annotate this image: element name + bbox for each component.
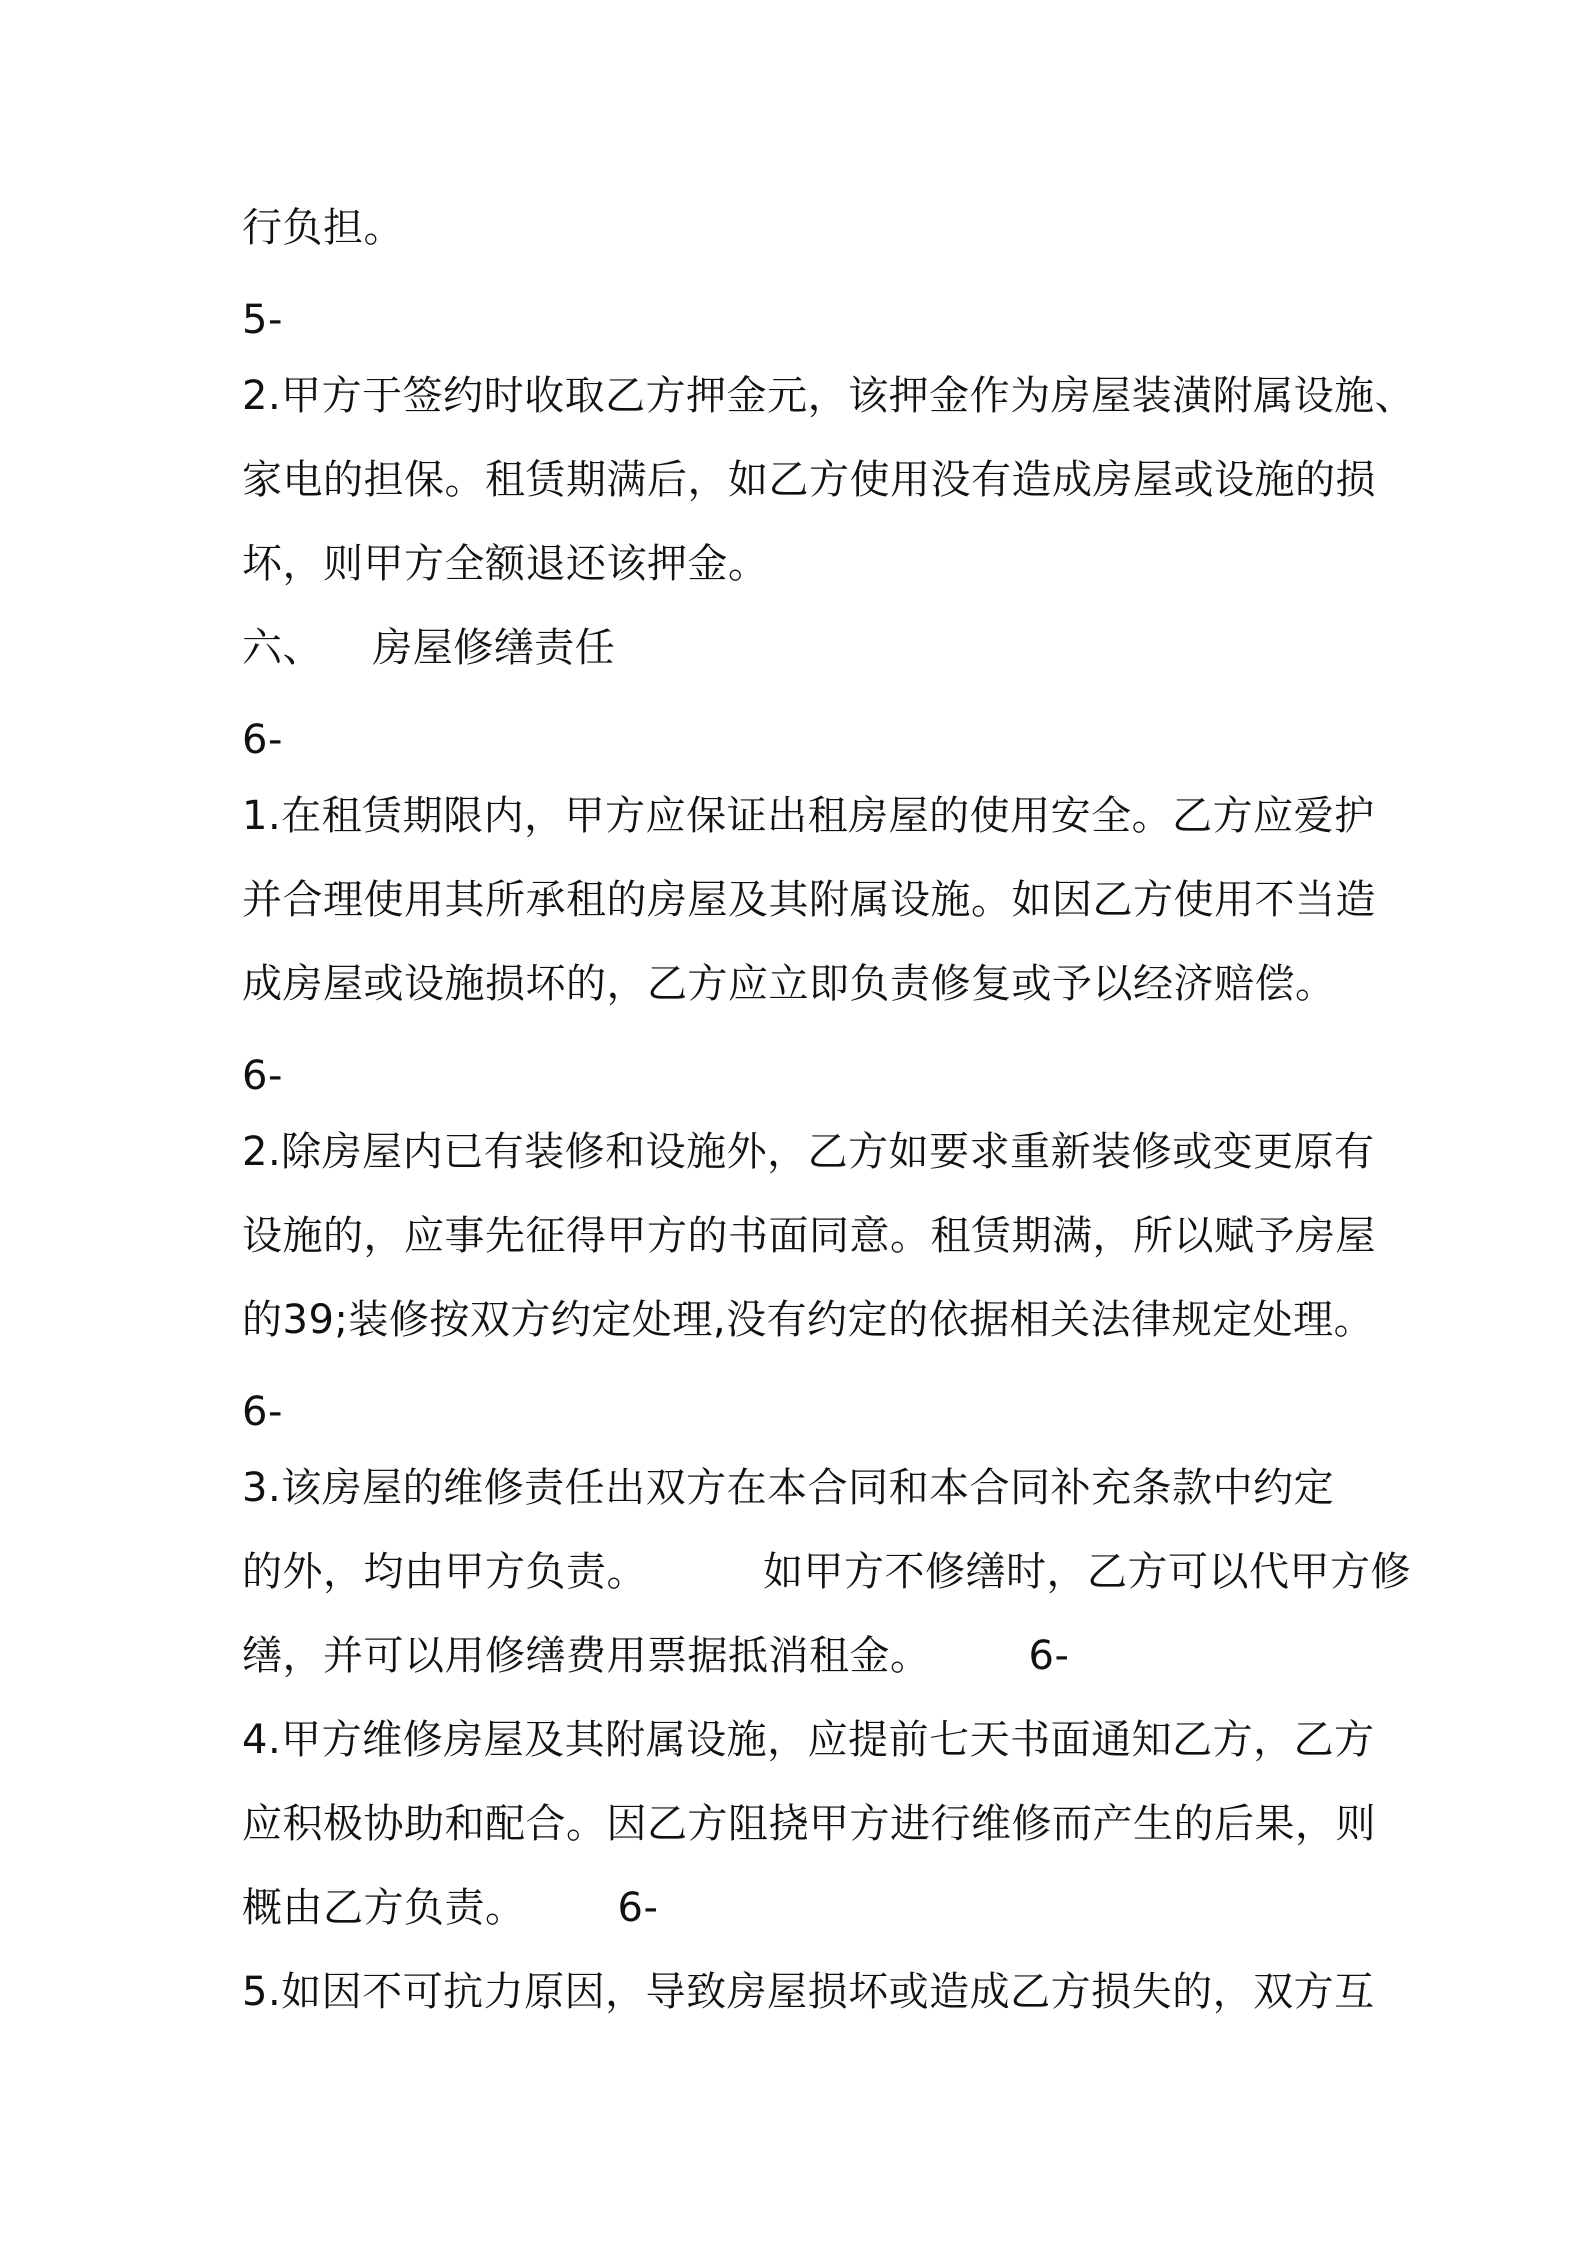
text-segment: 的外，均由甲方负责。	[242, 1549, 647, 1595]
text-segment: 2.甲方于签约时收取乙方押金元，该押金作为房屋装潢附属设施、	[242, 373, 1416, 419]
section-number: 6-	[1028, 1633, 1070, 1679]
text-line	[242, 1464, 1334, 1512]
text-line	[242, 372, 1415, 420]
text-line	[242, 960, 1336, 1008]
text-segment: 行负担。	[242, 205, 404, 251]
section-number	[242, 296, 283, 344]
text-segment: 1.在租赁期限内，甲方应保证出租房屋的使用安全。乙方应爱护	[242, 793, 1375, 839]
text-line	[242, 456, 1376, 504]
text-segment: 家电的担保。租赁期满后，如乙方使用没有造成房屋或设施的损	[242, 457, 1376, 503]
text-line	[242, 1884, 658, 1932]
section-number: 6-	[617, 1885, 659, 1931]
text-segment: 六、 房屋修缮责任	[242, 625, 616, 671]
text-line	[242, 876, 1376, 924]
text-line	[242, 1128, 1375, 1176]
text-segment: 缮，并可以用修缮费用票据抵消租金。	[242, 1633, 931, 1679]
text-line	[242, 1716, 1375, 1764]
text-line	[242, 1800, 1376, 1848]
text-line	[242, 1632, 1069, 1680]
text-segment: 并合理使用其所承租的房屋及其附属设施。如因乙方使用不当造	[242, 877, 1376, 923]
text-line	[242, 1968, 1375, 2016]
text-line	[242, 540, 769, 588]
text-segment: 6-	[242, 717, 283, 763]
text-segment: 6-	[242, 1389, 283, 1435]
text-segment: 概由乙方负责。	[242, 1885, 526, 1931]
text-segment: 5.如因不可抗力原因，导致房屋损坏或造成乙方损失的，双方互	[242, 1969, 1375, 2015]
text-segment: 设施的，应事先征得甲方的书面同意。租赁期满，所以赋予房屋	[242, 1213, 1376, 1259]
section-heading	[242, 624, 615, 672]
text-segment: 成房屋或设施损坏的，乙方应立即负责修复或予以经济赔偿。	[242, 961, 1336, 1007]
text-line	[242, 204, 404, 252]
section-number	[242, 1052, 283, 1100]
section-number	[242, 716, 283, 764]
section-number	[242, 1388, 283, 1436]
text-segment: 5-	[242, 297, 283, 343]
text-segment: 3.该房屋的维修责任出双方在本合同和本合同补充条款中约定	[242, 1465, 1335, 1511]
text-line	[242, 1296, 1374, 1344]
text-line	[242, 1212, 1376, 1260]
text-line	[242, 1548, 1411, 1596]
text-segment: 的39;装修按双方约定处理,没有约定的依据相关法律规定处理。	[242, 1297, 1375, 1343]
text-segment: 6-	[242, 1053, 283, 1099]
text-line	[242, 792, 1375, 840]
text-segment: 应积极协助和配合。因乙方阻挠甲方进行维修而产生的后果，则	[242, 1801, 1376, 1847]
text-segment: 坏，则甲方全额退还该押金。	[242, 541, 769, 587]
text-segment: 如甲方不修缮时，乙方可以代甲方修	[763, 1549, 1411, 1595]
text-segment: 4.甲方维修房屋及其附属设施，应提前七天书面通知乙方，乙方	[242, 1717, 1375, 1763]
text-segment: 2.除房屋内已有装修和设施外，乙方如要求重新装修或变更原有	[242, 1129, 1375, 1175]
